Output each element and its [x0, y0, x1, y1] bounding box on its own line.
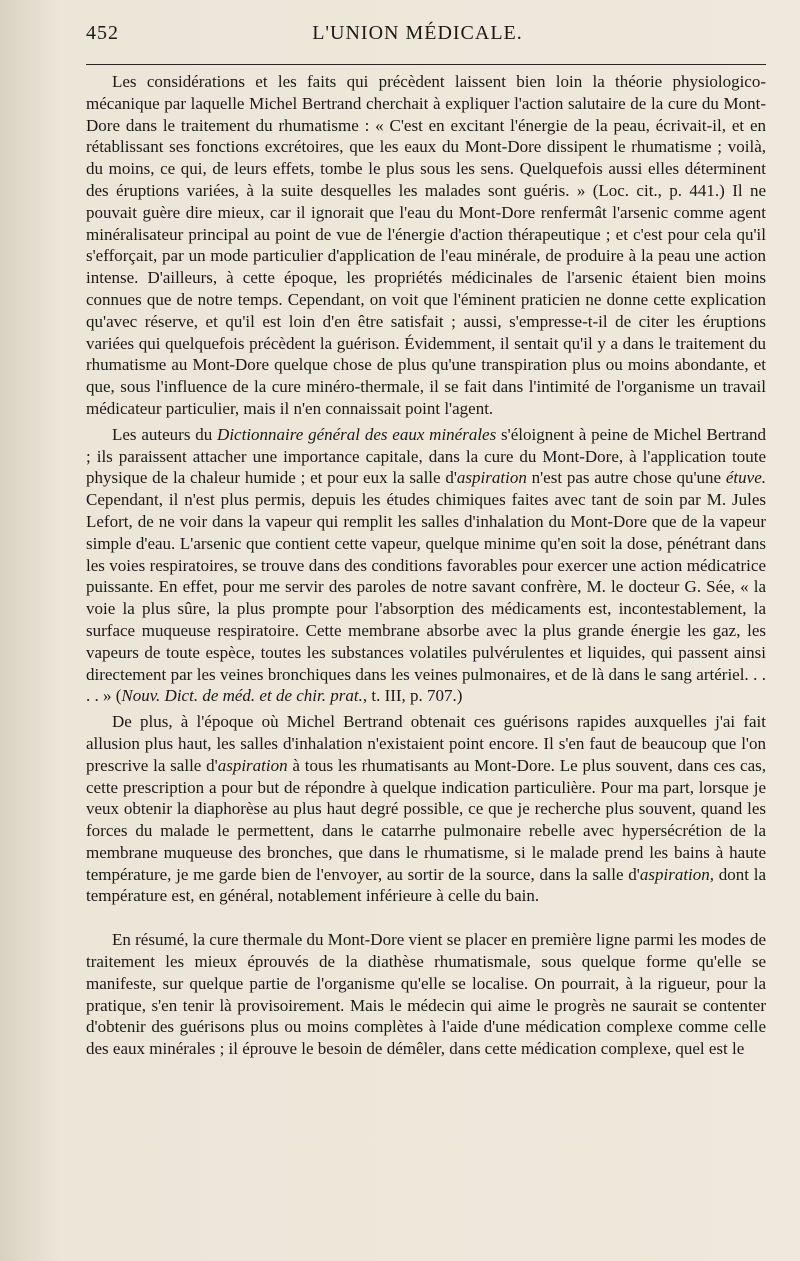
italic-text: étuve.	[725, 468, 766, 488]
page-header	[86, 22, 766, 50]
text-run: Les auteurs du	[112, 424, 218, 444]
text-run: En résumé, la cure thermale du Mont-Dore vient se placer en première ligne parmi les modes de traitement les mieux éprouvés de la diathèse rhumatismale, sous quelque forme qu'elle se manifeste, sur quelque partie de l'organisme qu'elle se localise. On pourrait, à la rigueur, pour la pratique, s'en tenir là provisoirement. Mais le médecin qui aime le progrès ne saurait se contenter d'obtenir des guérisons plus ou moins complètes à l'aide d'une médication complexe comme celle des eaux minérales ; il éprouve le besoin de démêler, dans cette médication complexe, quel est le	[86, 930, 766, 1059]
text-run: De plus, à l'époque où Michel Bertrand obtenait ces guérisons rapides auxquelles j'ai fait allusion plus haut, les salles d'inhalation n'existaient point encore. Il s'en faut de beaucoup que l'on prescrive la salle d'	[86, 712, 766, 775]
text-run: dont la température est, en général, notablement inférieure à celle du bain.	[86, 864, 767, 906]
page-number: 452	[86, 22, 119, 44]
running-title: L'UNION MÉDICALE.	[312, 22, 523, 44]
article-body	[86, 71, 766, 1060]
paragraph	[86, 929, 766, 1060]
text-run: Cependant, il n'est plus permis, depuis les études chimiques faites avec tant de soin par M. Jules Lefort, de ne voir dans la vapeur qui remplit les salles d'inhalation du Mont-Dore que de la vapeur simple d'eau. L'arsenic que contient cette vapeur, quelque minime qu'en soit la dose, pénétrant dans les voies respiratoires, se trouve dans des conditions favorables pour exercer une action médicatrice puissante. En effet, pour me servir des paroles de notre savant confrère, M. le docteur G. Sée, « la voie la plus sûre, la plus prompte pour l'absorption des médicaments est, incontestablement, la surface muqueuse respiratoire. Cette membrane absorbe avec la plus grande énergie les gaz, les vapeurs de toute espèce, toutes les substances volatiles pulvérulentes et liquides, qui passent ainsi directement par les veines bronchiques dans les veines pulmonaires, et de là dans le sang artériel. . . . . » (	[86, 490, 766, 706]
paragraph	[86, 711, 766, 907]
text-run: s'éloignent à peine de Michel Bertrand ; ils paraissent attacher une importance capitale, dans la cure du Mont-Dore, à l'application toute physique de la chaleur humide ; et pour eux la salle d'	[86, 424, 766, 488]
italic-text: aspiration,	[639, 864, 715, 884]
text-run: Les considérations et les faits qui précèdent laissent bien loin la théorie physiologico-mécanique par laquelle Michel Bertrand cherchait à expliquer l'action salutaire de la cure du Mont-Dore dans le traitement du rhumatisme : « C'est en excitant l'énergie de la peau, écrivait-il, et en rétablissant ses fonctions excrétoires, que les eaux du Mont-Dore dissipent le rhumatisme ; voilà, du moins, ce qui, de leurs effets, tombe le plus sous les sens. Quelquefois aussi elles déterminent des éruptions variées, à la suite desquelles les malades sont guéris. » (Loc. cit., p. 441.) Il ne pouvait guère dire mieux, car il ignorait que l'eau du Mont-Dore renfermât l'arsenic comme agent minéralisateur principal au point de vue de l'énergie d'action thérapeutique ; et c'est pour cela qu'il s'efforçait, par un mode particulier d'application de l'eau minérale, de produire à la peau une action intense. D'ailleurs, à cette époque, les propriétés médicinales de l'arsenic étaient bien moins connues que de notre temps. Cependant, on voit que l'éminent praticien ne donne cette explication qu'avec réserve, et qu'il est loin d'en être satisfait ; aussi, s'empresse-t-il de citer les éruptions variées qui quelquefois précèdent la guérison. Évidemment, il sentait qu'il y a dans le traitement du rhumatisme au Mont-Dore quelque chose de plus qu'une transpiration plus ou moins abondante, et que, sous l'influence de la cure minéro-thermale, il se fait dans l'intimité de l'organisme un travail médicateur particulier, mais il n'en connaissait point l'agent.	[86, 72, 766, 418]
italic-text: Nouv. Dict. de méd. et de chir. prat.	[121, 686, 363, 706]
text-run: , t. III, p. 707.)	[362, 686, 463, 706]
paragraph	[86, 424, 766, 707]
italic-text: aspiration	[217, 755, 288, 775]
text-run: à tous les rhumatisants au Mont-Dore. Le plus souvent, dans ces cas, cette prescription a pour but de répondre à quelque indication particulière. Pour ma part, lorsque je veux obtenir la diaphorèse au plus haut degré possible, ce que je recherche plus souvent, quand les forces du malade le permettent, dans le catarrhe pulmonaire rebelle avec hypersécrétion de la membrane muqueuse des bronches, que dans le rhumatisme, si le malade prend les bains à haute température, je me garde bien de l'envoyer, au sortir de la source, dans la salle d'	[86, 755, 766, 884]
paragraph	[86, 71, 766, 420]
text-run: n'est pas autre chose qu'une	[526, 468, 726, 488]
italic-text: Dictionnaire général des eaux minérales	[217, 424, 497, 444]
header-rule	[86, 64, 766, 65]
italic-text: aspiration	[456, 468, 527, 488]
